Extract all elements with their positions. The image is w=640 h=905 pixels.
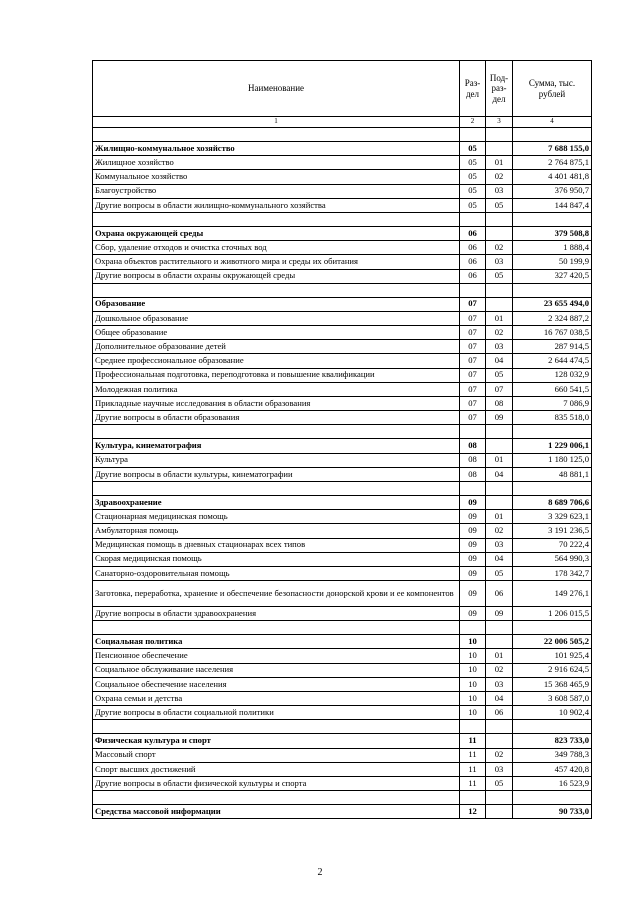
row-sum: 16 523,9 — [513, 776, 592, 790]
row-name: Амбулаторная помощь — [93, 524, 460, 538]
row-name: Здравоохранение — [93, 495, 460, 509]
table-row — [93, 566, 592, 580]
row-name: Сбор, удаление отходов и очистка сточных вод — [93, 241, 460, 255]
empty-cell — [460, 425, 486, 439]
table-row — [93, 649, 592, 663]
row-sum: 144 847,4 — [513, 198, 592, 212]
row-podrazdel: 05 — [486, 198, 513, 212]
row-sum: 70 222,4 — [513, 538, 592, 552]
empty-cell — [460, 791, 486, 805]
row-sum: 16 767 038,5 — [513, 326, 592, 340]
row-podrazdel: 02 — [486, 170, 513, 184]
row-sum: 379 508,8 — [513, 226, 592, 240]
table-row — [93, 748, 592, 762]
table-row — [93, 184, 592, 198]
row-podrazdel: 04 — [486, 467, 513, 481]
row-podrazdel: 03 — [486, 255, 513, 269]
row-razdel: 09 — [460, 510, 486, 524]
row-podrazdel — [486, 142, 513, 156]
table-row — [93, 397, 592, 411]
row-razdel: 07 — [460, 397, 486, 411]
row-name: Социальное обеспечение населения — [93, 677, 460, 691]
empty-cell — [460, 481, 486, 495]
row-name: Пенсионное обеспечение — [93, 649, 460, 663]
row-sum: 660 541,5 — [513, 382, 592, 396]
blank-row — [93, 283, 592, 297]
row-podrazdel: 01 — [486, 156, 513, 170]
row-razdel: 10 — [460, 635, 486, 649]
row-sum: 823 733,0 — [513, 734, 592, 748]
blank-row — [93, 621, 592, 635]
row-sum: 2 644 474,5 — [513, 354, 592, 368]
row-name: Образование — [93, 297, 460, 311]
row-podrazdel: 09 — [486, 411, 513, 425]
empty-cell — [93, 791, 460, 805]
empty-cell — [93, 128, 460, 142]
section-row — [93, 635, 592, 649]
row-podrazdel: 01 — [486, 453, 513, 467]
row-razdel: 07 — [460, 311, 486, 325]
row-razdel: 09 — [460, 552, 486, 566]
row-razdel: 10 — [460, 692, 486, 706]
empty-cell — [486, 621, 513, 635]
table-row — [93, 510, 592, 524]
blank-row — [93, 212, 592, 226]
row-name: Физическая культура и спорт — [93, 734, 460, 748]
row-podrazdel: 01 — [486, 510, 513, 524]
table-row — [93, 156, 592, 170]
table-row — [93, 677, 592, 691]
row-podrazdel: 06 — [486, 581, 513, 607]
table-row — [93, 524, 592, 538]
row-name: Средства массовой информации — [93, 805, 460, 819]
empty-cell — [93, 212, 460, 226]
empty-cell — [93, 720, 460, 734]
column-number: 1 — [93, 117, 460, 128]
section-row — [93, 495, 592, 509]
row-razdel: 08 — [460, 467, 486, 481]
row-sum: 128 032,9 — [513, 368, 592, 382]
table-row — [93, 762, 592, 776]
row-name: Прикладные научные исследования в области образования — [93, 397, 460, 411]
row-sum: 50 199,9 — [513, 255, 592, 269]
empty-cell — [93, 621, 460, 635]
empty-cell — [486, 720, 513, 734]
row-sum: 564 990,3 — [513, 552, 592, 566]
row-sum: 3 329 623,1 — [513, 510, 592, 524]
empty-cell — [486, 481, 513, 495]
table-row — [93, 368, 592, 382]
row-razdel: 10 — [460, 649, 486, 663]
row-sum: 287 914,5 — [513, 340, 592, 354]
section-row — [93, 734, 592, 748]
row-sum: 376 950,7 — [513, 184, 592, 198]
empty-cell — [513, 791, 592, 805]
row-razdel: 11 — [460, 734, 486, 748]
row-sum: 1 206 015,5 — [513, 607, 592, 621]
table-row — [93, 706, 592, 720]
row-razdel: 09 — [460, 581, 486, 607]
table-row — [93, 198, 592, 212]
row-name: Благоустройство — [93, 184, 460, 198]
header-summa: Сумма, тыс. рублей — [513, 61, 592, 117]
table-row — [93, 552, 592, 566]
column-number: 2 — [460, 117, 486, 128]
row-podrazdel: 02 — [486, 241, 513, 255]
row-podrazdel: 02 — [486, 748, 513, 762]
row-podrazdel: 08 — [486, 397, 513, 411]
row-sum: 1 180 125,0 — [513, 453, 592, 467]
table-row — [93, 538, 592, 552]
row-razdel: 12 — [460, 805, 486, 819]
row-podrazdel — [486, 495, 513, 509]
row-razdel: 07 — [460, 382, 486, 396]
row-podrazdel: 02 — [486, 663, 513, 677]
row-name: Жилищное хозяйство — [93, 156, 460, 170]
empty-cell — [513, 621, 592, 635]
row-sum: 22 006 505,2 — [513, 635, 592, 649]
row-podrazdel — [486, 635, 513, 649]
row-sum: 48 881,1 — [513, 467, 592, 481]
row-name: Социальная политика — [93, 635, 460, 649]
row-razdel: 07 — [460, 340, 486, 354]
row-name: Культура — [93, 453, 460, 467]
row-razdel: 08 — [460, 439, 486, 453]
row-podrazdel: 02 — [486, 326, 513, 340]
row-name: Среднее профессиональное образование — [93, 354, 460, 368]
row-razdel: 11 — [460, 776, 486, 790]
row-sum: 835 518,0 — [513, 411, 592, 425]
table-row — [93, 453, 592, 467]
row-podrazdel: 07 — [486, 382, 513, 396]
table-row — [93, 382, 592, 396]
row-podrazdel — [486, 297, 513, 311]
budget-table — [92, 60, 592, 819]
empty-cell — [93, 481, 460, 495]
row-sum: 457 420,8 — [513, 762, 592, 776]
blank-row — [93, 791, 592, 805]
section-row — [93, 226, 592, 240]
row-sum: 7 688 155,0 — [513, 142, 592, 156]
row-razdel: 09 — [460, 566, 486, 580]
table-row — [93, 581, 592, 607]
row-name: Массовый спорт — [93, 748, 460, 762]
row-podrazdel: 05 — [486, 776, 513, 790]
row-sum: 15 368 465,9 — [513, 677, 592, 691]
row-sum: 4 401 481,8 — [513, 170, 592, 184]
row-name: Культура, кинематография — [93, 439, 460, 453]
row-name: Охрана семьи и детства — [93, 692, 460, 706]
row-sum: 8 689 706,6 — [513, 495, 592, 509]
row-razdel: 07 — [460, 326, 486, 340]
table-row — [93, 255, 592, 269]
row-name: Другие вопросы в области образования — [93, 411, 460, 425]
table-row — [93, 170, 592, 184]
row-name: Общее образование — [93, 326, 460, 340]
blank-row — [93, 481, 592, 495]
row-podrazdel: 05 — [486, 368, 513, 382]
row-sum: 23 655 494,0 — [513, 297, 592, 311]
row-razdel: 06 — [460, 241, 486, 255]
row-sum: 327 420,5 — [513, 269, 592, 283]
row-razdel: 05 — [460, 170, 486, 184]
row-podrazdel: 06 — [486, 706, 513, 720]
row-razdel: 10 — [460, 663, 486, 677]
table-row — [93, 326, 592, 340]
row-podrazdel: 01 — [486, 311, 513, 325]
header-name: Наименование — [93, 61, 460, 117]
empty-cell — [513, 425, 592, 439]
row-name: Стационарная медицинская помощь — [93, 510, 460, 524]
column-number: 4 — [513, 117, 592, 128]
table-row — [93, 692, 592, 706]
empty-cell — [460, 212, 486, 226]
row-name: Охрана объектов растительного и животного мира и среды их обитания — [93, 255, 460, 269]
row-name: Социальное обслуживание населения — [93, 663, 460, 677]
row-name: Охрана окружающей среды — [93, 226, 460, 240]
empty-cell — [486, 425, 513, 439]
row-podrazdel — [486, 439, 513, 453]
row-razdel: 09 — [460, 495, 486, 509]
table-row — [93, 241, 592, 255]
row-name: Жилищно-коммунальное хозяйство — [93, 142, 460, 156]
row-name: Другие вопросы в области социальной политики — [93, 706, 460, 720]
row-razdel: 10 — [460, 706, 486, 720]
table-row — [93, 354, 592, 368]
table-header-row — [93, 61, 592, 117]
empty-cell — [513, 212, 592, 226]
row-sum: 149 276,1 — [513, 581, 592, 607]
page-number: 2 — [317, 867, 323, 878]
row-sum: 178 342,7 — [513, 566, 592, 580]
empty-cell — [486, 791, 513, 805]
empty-cell — [486, 283, 513, 297]
row-podrazdel: 05 — [486, 269, 513, 283]
section-row — [93, 439, 592, 453]
row-razdel: 06 — [460, 255, 486, 269]
row-name: Санаторно-оздоровительная помощь — [93, 566, 460, 580]
row-podrazdel: 04 — [486, 354, 513, 368]
row-name: Скорая медицинская помощь — [93, 552, 460, 566]
empty-cell — [513, 128, 592, 142]
row-podrazdel — [486, 805, 513, 819]
row-podrazdel: 05 — [486, 566, 513, 580]
blank-row — [93, 425, 592, 439]
header-razdel: Раз-дел — [460, 61, 486, 117]
empty-cell — [486, 128, 513, 142]
row-name: Заготовка, переработка, хранение и обеспечение безопасности донорской крови и ее компонентов — [93, 581, 460, 607]
row-sum: 2 916 624,5 — [513, 663, 592, 677]
row-razdel: 05 — [460, 184, 486, 198]
row-sum: 1 229 006,1 — [513, 439, 592, 453]
row-sum: 3 191 236,5 — [513, 524, 592, 538]
section-row — [93, 805, 592, 819]
row-razdel: 06 — [460, 269, 486, 283]
table-row — [93, 340, 592, 354]
row-name: Дополнительное образование детей — [93, 340, 460, 354]
row-podrazdel: 02 — [486, 524, 513, 538]
row-podrazdel: 03 — [486, 184, 513, 198]
row-podrazdel: 03 — [486, 762, 513, 776]
header-podrazdel: Под-раз-дел — [486, 61, 513, 117]
row-podrazdel — [486, 226, 513, 240]
row-sum: 7 086,9 — [513, 397, 592, 411]
row-podrazdel: 04 — [486, 692, 513, 706]
row-sum: 90 733,0 — [513, 805, 592, 819]
row-name: Другие вопросы в области охраны окружающей среды — [93, 269, 460, 283]
table-row — [93, 607, 592, 621]
empty-cell — [513, 283, 592, 297]
row-razdel: 08 — [460, 453, 486, 467]
row-name: Другие вопросы в области жилищно-коммунального хозяйства — [93, 198, 460, 212]
table-row — [93, 467, 592, 481]
section-row — [93, 297, 592, 311]
row-podrazdel: 03 — [486, 677, 513, 691]
row-sum: 3 608 587,0 — [513, 692, 592, 706]
row-sum: 2 324 887,2 — [513, 311, 592, 325]
row-name: Медицинская помощь в дневных стационарах всех типов — [93, 538, 460, 552]
row-razdel: 09 — [460, 607, 486, 621]
column-number: 3 — [486, 117, 513, 128]
table-row — [93, 776, 592, 790]
row-name: Молодежная политика — [93, 382, 460, 396]
row-name: Другие вопросы в области здравоохранения — [93, 607, 460, 621]
row-podrazdel: 03 — [486, 340, 513, 354]
row-razdel: 06 — [460, 226, 486, 240]
row-sum: 1 888,4 — [513, 241, 592, 255]
row-sum: 2 764 875,1 — [513, 156, 592, 170]
row-podrazdel: 03 — [486, 538, 513, 552]
row-name: Коммунальное хозяйство — [93, 170, 460, 184]
section-row — [93, 142, 592, 156]
row-razdel: 07 — [460, 354, 486, 368]
row-podrazdel: 01 — [486, 649, 513, 663]
row-podrazdel: 04 — [486, 552, 513, 566]
row-razdel: 09 — [460, 524, 486, 538]
row-razdel: 05 — [460, 198, 486, 212]
row-sum: 10 902,4 — [513, 706, 592, 720]
row-name: Другие вопросы в области физической культуры и спорта — [93, 776, 460, 790]
row-razdel: 11 — [460, 762, 486, 776]
row-razdel: 07 — [460, 368, 486, 382]
table-row — [93, 663, 592, 677]
budget-table-body — [93, 61, 592, 819]
row-sum: 101 925,4 — [513, 649, 592, 663]
row-razdel: 10 — [460, 677, 486, 691]
row-razdel: 09 — [460, 538, 486, 552]
table-row — [93, 311, 592, 325]
empty-cell — [93, 283, 460, 297]
row-podrazdel: 09 — [486, 607, 513, 621]
row-sum: 349 788,3 — [513, 748, 592, 762]
row-name: Дошкольное образование — [93, 311, 460, 325]
row-razdel: 11 — [460, 748, 486, 762]
empty-cell — [513, 720, 592, 734]
table-row — [93, 411, 592, 425]
row-name: Профессиональная подготовка, переподготовка и повышение квалификации — [93, 368, 460, 382]
row-razdel: 05 — [460, 156, 486, 170]
row-name: Другие вопросы в области культуры, кинематографии — [93, 467, 460, 481]
blank-row — [93, 128, 592, 142]
blank-row — [93, 720, 592, 734]
empty-cell — [460, 128, 486, 142]
table-row — [93, 269, 592, 283]
row-podrazdel — [486, 734, 513, 748]
row-razdel: 05 — [460, 142, 486, 156]
empty-cell — [93, 425, 460, 439]
row-razdel: 07 — [460, 297, 486, 311]
empty-cell — [460, 621, 486, 635]
empty-cell — [460, 283, 486, 297]
empty-cell — [460, 720, 486, 734]
row-name: Спорт высших достижений — [93, 762, 460, 776]
column-number-row — [93, 117, 592, 128]
row-razdel: 07 — [460, 411, 486, 425]
empty-cell — [486, 212, 513, 226]
empty-cell — [513, 481, 592, 495]
